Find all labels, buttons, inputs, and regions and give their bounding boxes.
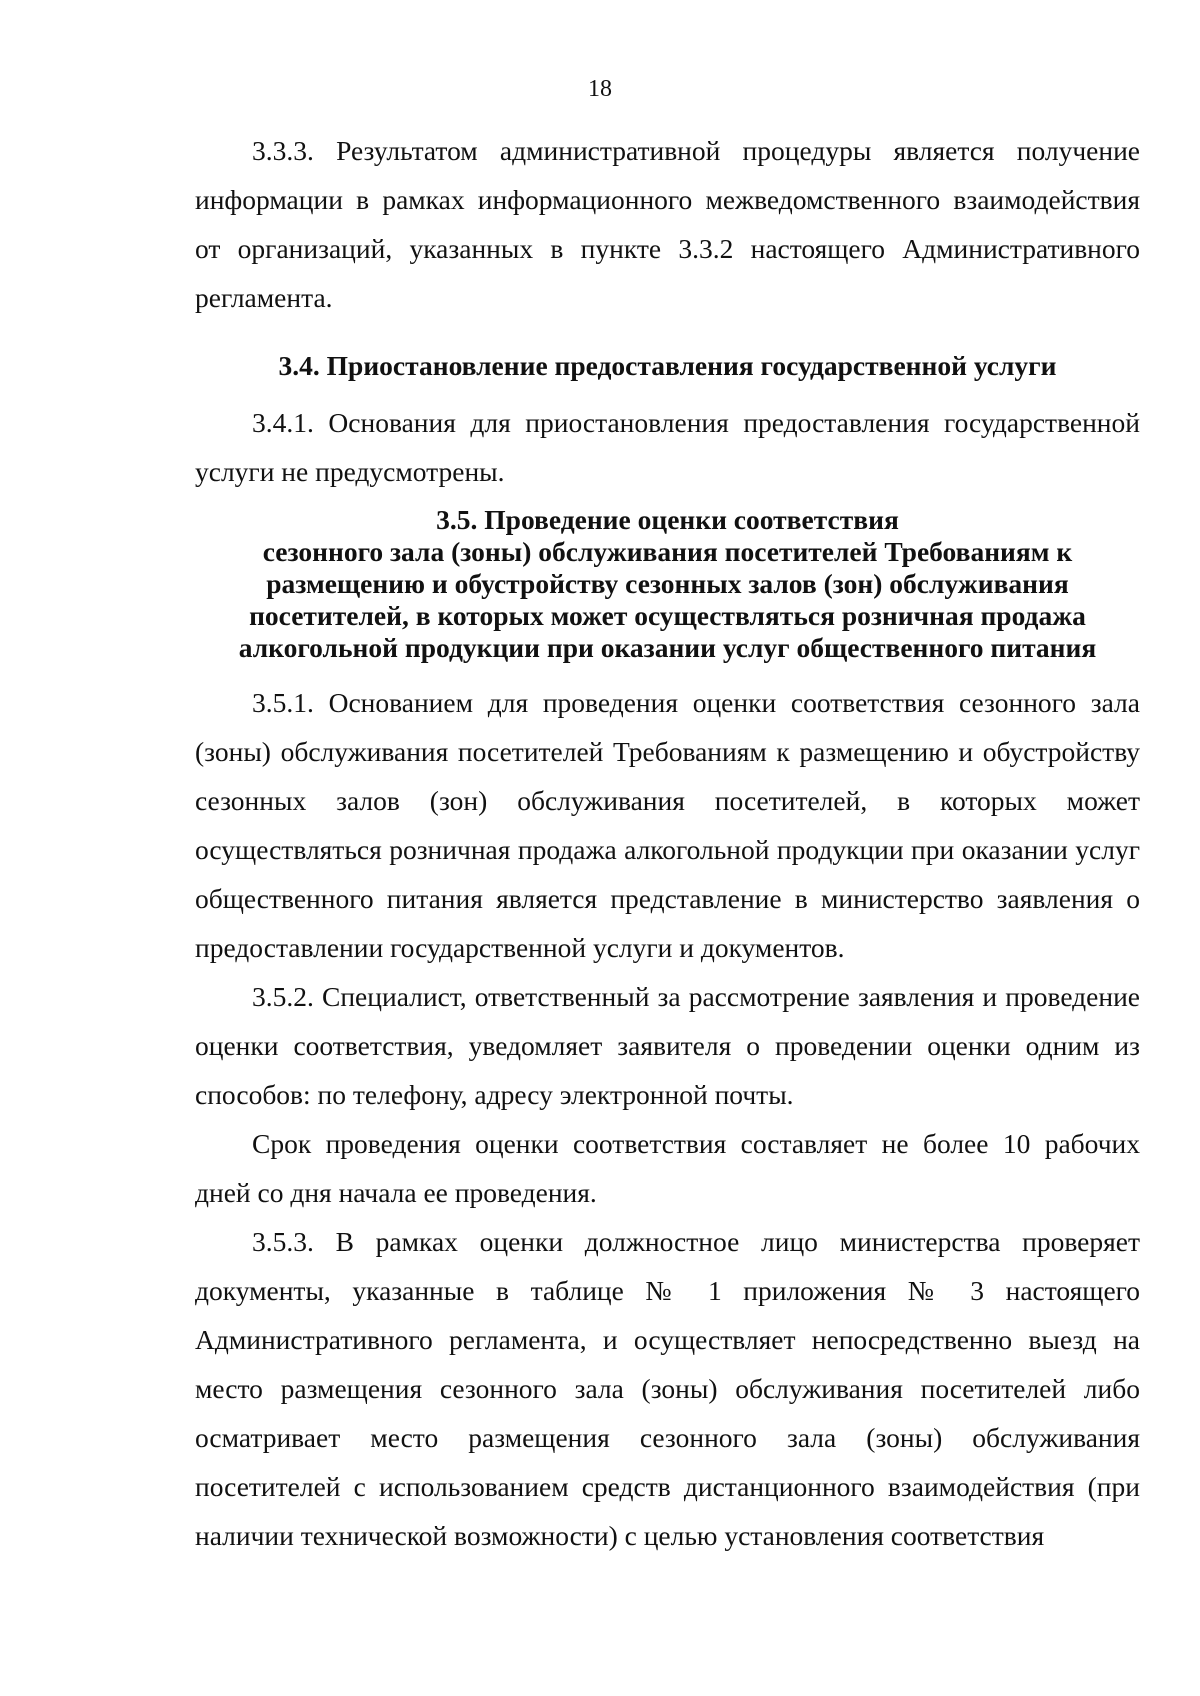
paragraph-3-5-2: 3.5.2. Специалист, ответственный за рассмотрение заявления и проведение оценки соответствия, уведомляет заявителя о проведении оценки одним из способов: по телефону, адресу электронной почты.	[195, 981, 1140, 1110]
section-heading-3-4: 3.4. Приостановление предоставления государственной услуги	[278, 350, 1057, 381]
paragraph-3-4-1: 3.4.1. Основания для приостановления предоставления государственной услуги не предусмотрены.	[195, 407, 1140, 487]
heading-line: алкогольной продукции при оказании услуг общественного питания	[238, 632, 1097, 663]
paragraph-3-5-1: 3.5.1. Основанием для проведения оценки соответствия сезонного зала (зоны) обслуживания посетителей Требованиям к размещению и обустройству сезонных залов (зон) обслуживания посетителей, в которых может осуществляться розничная продажа алкогольной продукции при оказании услуг общественного питания является представление в министерство заявления о предоставлении государственной услуги и документов.	[195, 687, 1140, 963]
paragraph-3-5-3: 3.5.3. В рамках оценки должностное лицо министерства проверяет документы, указанные в таблице № 1 приложения № 3 настоящего Административного регламента, и осуществляет непосредственно выезд на место размещения сезонного зала (зоны) обслуживания посетителей либо осматривает место размещения сезонного зала (зоны) обслуживания посетителей с использованием средств дистанционного взаимодействия (при наличии технической возможности) с целью установления соответствия	[195, 1226, 1140, 1551]
heading-line: размещению и обустройству сезонных залов (зон) обслуживания	[266, 568, 1069, 599]
page-number: 18	[588, 76, 612, 102]
page-content	[195, 126, 1140, 1560]
heading-line: 3.5. Проведение оценки соответствия	[436, 504, 899, 535]
paragraph-3-3-3: 3.3.3. Результатом административной процедуры является получение информации в рамках информационного межведомственного взаимодействия от организаций, указанных в пункте 3.3.2 настоящего Административного регламента.	[195, 135, 1140, 313]
heading-line: сезонного зала (зоны) обслуживания посетителей Требованиям к	[262, 536, 1073, 567]
heading-line: посетителей, в которых может осуществляться розничная продажа	[249, 600, 1086, 631]
paragraph-3-5-2-deadline: Срок проведения оценки соответствия составляет не более 10 рабочих дней со дня начала ее проведения.	[195, 1128, 1140, 1208]
section-heading-3-5	[195, 504, 1140, 664]
